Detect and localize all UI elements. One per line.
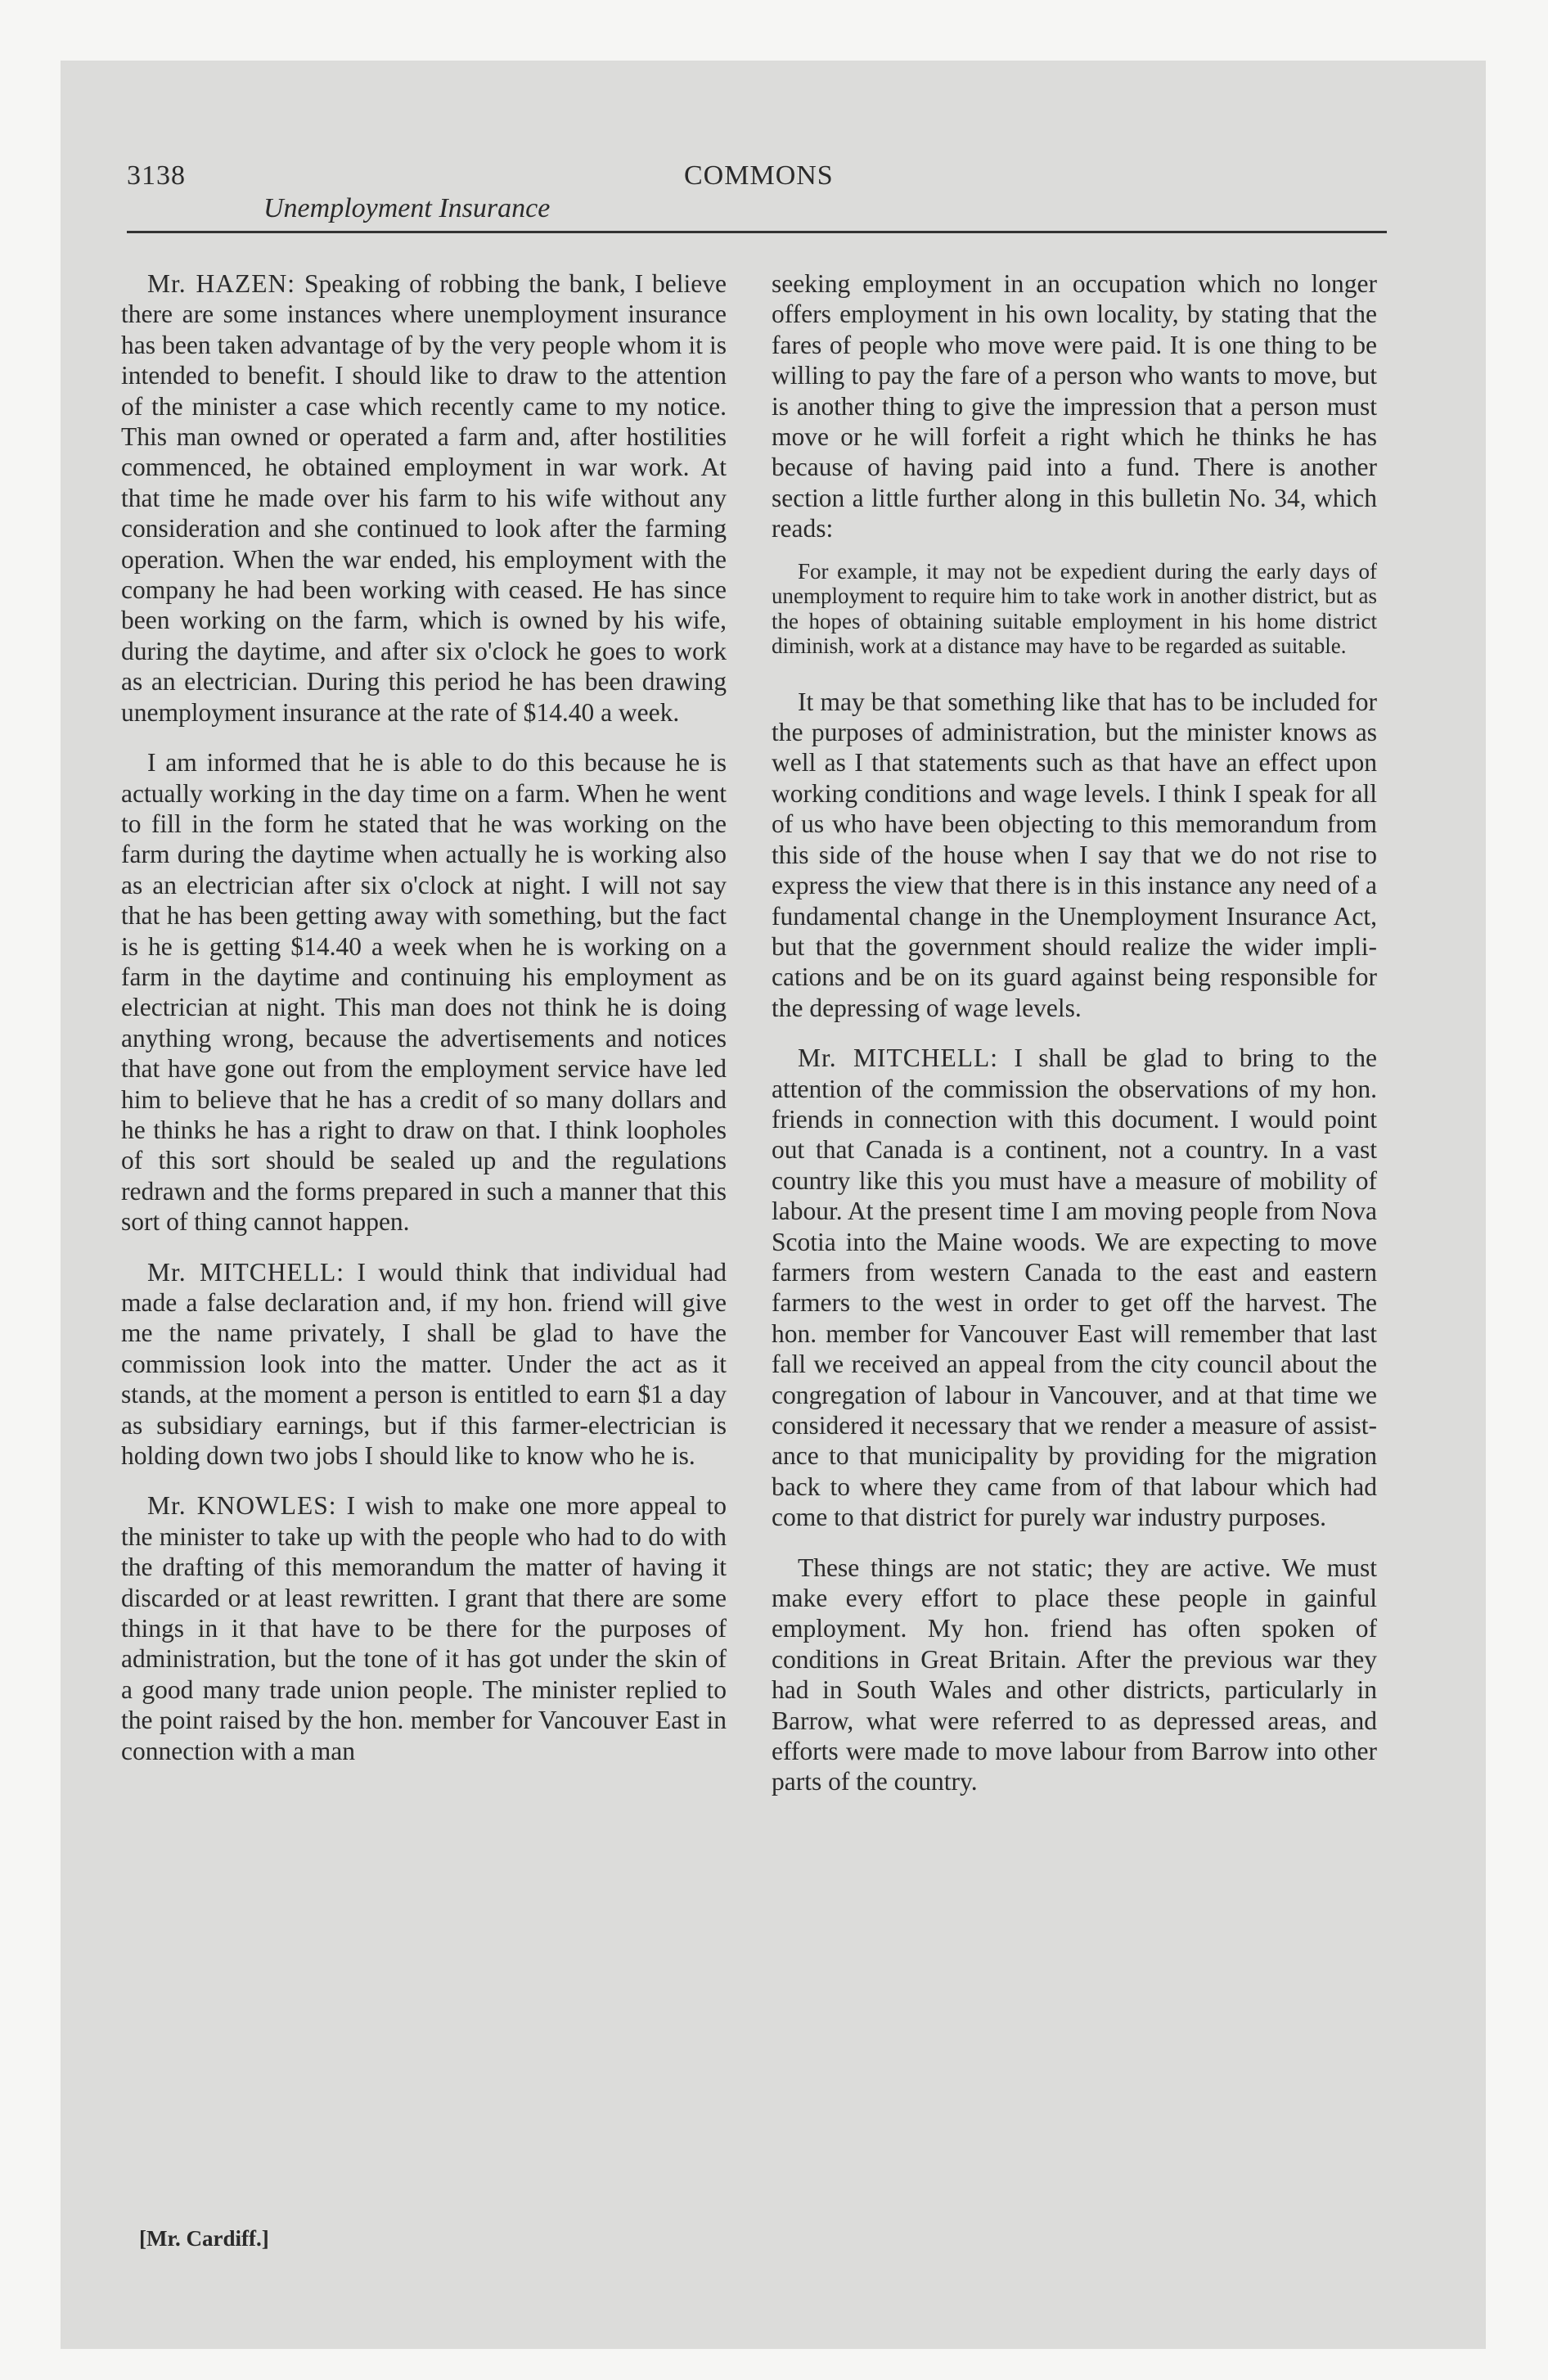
block-quote: For example, it may not be expedient during the early days of unemployment to require him to take work in another district, but as the hopes of obtaining suitable employment in his home district diminish, work at a distance may have to be regarded as suitable.	[772, 558, 1377, 659]
paragraph-text: I wish to make one more appeal to the minister to take up with the people who had to do with the drafting of this memorandum the matter of having it discarded or at least rewritten. I grant that there are some things in it that have to be there for the purposes of administration, but the tone of it has got under the skin of a good many trade union people. The minister replied to the point raised by the hon. member for Vancouver East in connection with a man	[121, 1491, 727, 1765]
paragraph-text: I would think that individual had made a false declaration and, if my hon. friend will give me the name privately, I shall be glad to have the commission look into the matter. Under the act as it stands, at the moment a person is entitled to earn $1 a day as subsidiary earnings, but if this farmer-electrician is holding down two jobs I should like to know who he is.	[121, 1257, 727, 1471]
paragraph-knowles-after-quote: It may be that something like that has to be included for the purposes of administration, but the minister knows as well as I that statements such as that have an effect upon working conditions and wage levels. I think I speak for all of us who have been objecting to this memorandum from this side of the house when I say that we do not rise to express the view that there is in this instance any need of a fundamental change in the Unemployment Insurance Act, but that the government should realize the wider implications and be on its guard against being responsible for the depressing of wage levels.	[772, 687, 1377, 1022]
speaker-name: Mr. MITCHELL:	[147, 1257, 345, 1287]
paragraph-mitchell	[121, 1257, 727, 1472]
left-column	[121, 268, 727, 1766]
page-number: 3138	[127, 160, 186, 191]
paragraph-knowles	[121, 1490, 727, 1766]
paragraph-text: I am informed that he is able to do this because he is actually working in the day time on a farm. When he went to fill in the form he stated that he was working on the farm during the daytime when actually he is working also as an electrician after six o'clock at night. I will not say that he has been getting away with something, but the fact is he is getting $14.40 a week when he is working on a farm in the daytime and continuing his employment as electrician at night. This man does not think he is doing anything wrong, because the advertisements and notices that have gone out from the employment service have led him to believe that he has a credit of so many dollars and he thinks he has a right to draw on that. I think loopholes of this sort should be sealed up and the regulations redrawn and the forms prepared in such a manner that this sort of thing cannot happen.	[121, 748, 727, 1237]
paragraph-hazen-continued	[121, 747, 727, 1237]
speaker-name: Mr. KNOWLES:	[147, 1491, 337, 1521]
speaker-name: Mr. HAZEN:	[147, 269, 296, 298]
header-rule	[127, 231, 1387, 233]
paragraph-mitchell-final: These things are not static; they are active. We must make every effort to place these people in gainful employment. My hon. friend has often spoken of conditions in Great Britain. After the previous war they had in South Wales and other districts, particularly in Barrow, what were referred to as depressed areas, and efforts were made to move labour from Barrow into other parts of the country.	[772, 1553, 1377, 1796]
paragraph-knowles-continued: seeking employment in an occupation which no longer offers employment in his own locality, by stating that the fares of people who move were paid. It is one thing to be willing to pay the fare of a person who wants to move, but is another thing to give the impression that a person must move or he will forfeit a right which he thinks he has because of having paid into a fund. There is another section a little further along in this bulletin No. 34, which reads:	[772, 269, 1377, 543]
paragraph-mitchell-reply	[772, 1043, 1377, 1533]
running-head: COMMONS	[684, 160, 834, 191]
paragraph-hazen	[121, 268, 727, 728]
paragraph-text: I shall be glad to bring to the attention of the commission the observations of my hon. friends in connection with this document. I would point out that Canada is a continent, not a country. In a vast country like this you must have a measure of mobility of labour. At the present time I am moving people from Nova Scotia into the Maine woods. We are expecting to move farmers from western Canada to the east and eastern farmers to the west in order to get off the harvest. The hon. member for Vancouver East will remember that last fall we received an appeal from the city council about the congregation of labour in Vancouver, and at that time we considered it necessary that we render a measure of assistance to that municipality by providing for the migration back to where they came from of that labour which had come to that district for purely war industry purposes.	[772, 1044, 1377, 1532]
section-title: Unemployment Insurance	[263, 193, 551, 223]
right-column	[772, 268, 1377, 1797]
speaker-name: Mr. MITCHELL:	[798, 1044, 998, 1073]
paragraph-text: Speaking of robbing the bank, I believe there are some instances where unemployment insurance has been taken advantage of by the very people whom it is intended to benefit. I should like to draw to the attention of the minister a case which recently came to my notice. This man owned or operated a farm and, after hostilities commenced, he obtained employment in war work. At that time he made over his farm to his wife without any consideration and she continued to look after the farming operation. When the war ended, his employment with the company he had been working with ceased. He has since been working on the farm, which is owned by his wife, during the daytime, and after six o'clock he goes to work as an electrician. During this period he has been drawing unemployment insurance at the rate of $14.40 a week.	[121, 269, 727, 727]
footer-attribution: [Mr. Cardiff.]	[139, 2226, 269, 2251]
